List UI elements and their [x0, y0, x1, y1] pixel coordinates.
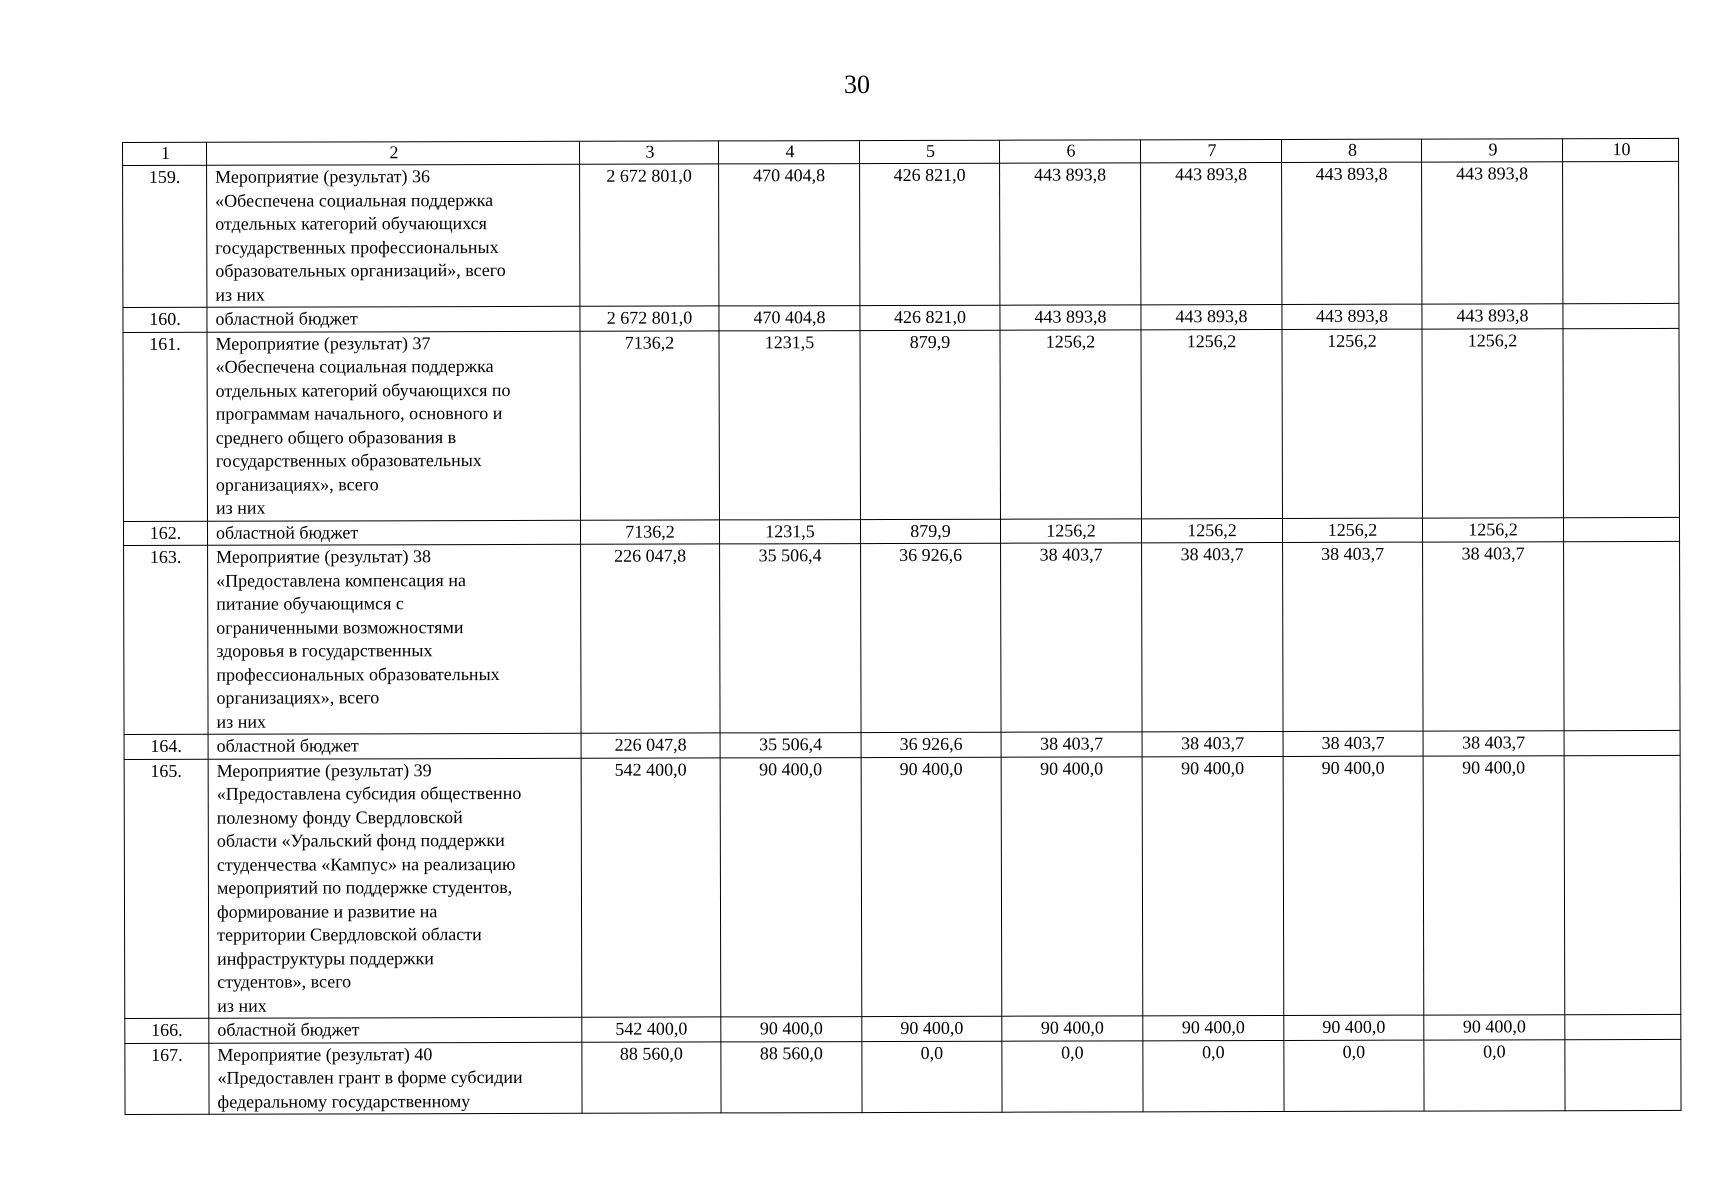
row-value: 1256,2 [1282, 329, 1422, 518]
row-value: 1256,2 [1282, 518, 1422, 543]
row-value [1563, 303, 1679, 328]
row-value: 90 400,0 [1142, 756, 1284, 1016]
row-value: 1231,5 [719, 330, 860, 519]
row-value: 426 821,0 [860, 305, 1000, 330]
row-value: 470 404,8 [719, 164, 860, 306]
page-number: 30 [844, 70, 870, 99]
row-value [1563, 517, 1679, 542]
row-value: 1231,5 [719, 519, 860, 544]
row-value: 1256,2 [1141, 518, 1282, 543]
row-value: 1256,2 [1422, 328, 1563, 517]
row-value [1564, 730, 1680, 755]
table-body [123, 138, 1682, 1114]
row-value: 7136,2 [580, 330, 719, 519]
column-number: 2 [207, 141, 580, 165]
table-row [125, 1039, 1681, 1115]
row-name: областной бюджет [209, 1017, 582, 1042]
row-value: 542 400,0 [582, 1017, 721, 1042]
row-value: 38 403,7 [1001, 543, 1142, 732]
column-number: 1 [123, 142, 207, 165]
row-number: 159. [123, 165, 207, 307]
row-value [1564, 755, 1681, 1015]
row-value: 426 821,0 [860, 163, 1000, 305]
column-number: 4 [718, 141, 859, 164]
row-value: 90 400,0 [1423, 755, 1565, 1015]
row-value: 1256,2 [1141, 329, 1282, 518]
row-value: 0,0 [1002, 1040, 1143, 1112]
row-value: 443 893,8 [1141, 162, 1282, 304]
row-value: 443 893,8 [1282, 304, 1422, 329]
row-value: 38 403,7 [1142, 542, 1283, 731]
row-value: 443 893,8 [1141, 304, 1282, 329]
row-value [1564, 541, 1680, 730]
row-name: Мероприятие (результат) 39 «Предоставлена субсидия общественно полезному фонду Свердловской области «Уральский фонд поддержки студенчества «Кампус» на реализацию мероприятий по поддержке студентов, формирование и развитие на территории Свердловской области инфраструктуры поддержки студентов», всего из них [208, 758, 582, 1018]
table-row [123, 328, 1679, 521]
row-number: 161. [123, 332, 207, 521]
row-name: областной бюджет [207, 306, 580, 331]
row-value: 443 893,8 [1422, 162, 1563, 304]
column-number: 8 [1281, 139, 1421, 162]
row-value: 0,0 [1143, 1040, 1284, 1112]
row-number: 166. [125, 1018, 209, 1043]
row-value: 38 403,7 [1283, 542, 1423, 731]
row-value: 90 400,0 [1002, 1016, 1143, 1041]
row-number: 167. [125, 1043, 209, 1115]
table-row [124, 541, 1680, 734]
row-value: 879,9 [860, 330, 1000, 519]
row-value: 88 560,0 [582, 1041, 721, 1113]
budget-table [122, 138, 1682, 1115]
row-value: 443 893,8 [1000, 305, 1141, 330]
column-number: 5 [859, 140, 999, 163]
row-value: 0,0 [862, 1041, 1002, 1113]
row-value: 1256,2 [1000, 518, 1141, 543]
row-value: 88 560,0 [721, 1041, 862, 1113]
row-value [1565, 1014, 1681, 1039]
row-value: 90 400,0 [720, 757, 862, 1017]
row-name: Мероприятие (результат) 40 «Предоставлен грант в форме субсидии федеральному государственному [209, 1042, 582, 1114]
row-value: 90 400,0 [1284, 1015, 1424, 1040]
row-value: 542 400,0 [581, 757, 721, 1017]
row-name: областной бюджет [207, 520, 580, 545]
row-value [1565, 1039, 1681, 1111]
column-number: 9 [1421, 139, 1562, 162]
table-container [122, 138, 1682, 1115]
column-number: 7 [1140, 139, 1281, 162]
table-row [123, 161, 1679, 307]
row-value: 36 926,6 [861, 732, 1001, 757]
row-value: 7136,2 [580, 519, 719, 544]
row-value: 443 893,8 [1422, 304, 1563, 329]
row-number: 160. [123, 307, 207, 332]
row-value: 90 400,0 [861, 757, 1002, 1017]
table-row [124, 755, 1681, 1019]
column-number: 3 [579, 141, 718, 164]
row-name: Мероприятие (результат) 38 «Предоставлена компенсация на питание обучающимся с ограниченными возможностями здоровья в государственных профессиональных образовательных организациях», всего из них [208, 544, 581, 734]
row-value: 35 506,4 [720, 733, 861, 758]
column-number: 10 [1562, 138, 1678, 161]
row-value: 0,0 [1284, 1040, 1424, 1112]
row-value: 879,9 [860, 519, 1000, 544]
row-value: 226 047,8 [581, 733, 720, 758]
row-value: 90 400,0 [1424, 1015, 1565, 1040]
row-value: 1256,2 [1000, 329, 1141, 518]
row-value [1563, 161, 1679, 303]
row-value: 2 672 801,0 [580, 164, 719, 306]
row-value: 226 047,8 [581, 544, 720, 733]
row-name: Мероприятие (результат) 36 «Обеспечена социальная поддержка отдельных категорий обучающихся государственных профессиональных образовательных организаций», всего из них [207, 164, 580, 307]
row-value: 90 400,0 [1143, 1015, 1284, 1040]
row-value: 38 403,7 [1423, 731, 1564, 756]
row-number: 163. [124, 545, 208, 734]
row-value [1563, 328, 1679, 517]
row-name: областной бюджет [208, 733, 581, 758]
row-value: 38 403,7 [1423, 542, 1564, 731]
row-value: 2 672 801,0 [580, 306, 719, 331]
row-value: 443 893,8 [1282, 162, 1422, 304]
row-value: 38 403,7 [1142, 731, 1283, 756]
row-value: 443 893,8 [1000, 163, 1141, 305]
row-value: 470 404,8 [719, 306, 860, 331]
row-number: 164. [124, 734, 208, 759]
row-value: 35 506,4 [720, 544, 861, 733]
row-value: 90 400,0 [862, 1016, 1002, 1041]
row-value: 90 400,0 [1283, 756, 1424, 1016]
row-value: 36 926,6 [861, 543, 1001, 732]
row-name: Мероприятие (результат) 37 «Обеспечена социальная поддержка отдельных категорий обучающихся по программам начального, основного и среднего общего образования в государственных образовательных организациях», всего из них [207, 331, 580, 521]
row-number: 162. [123, 521, 207, 546]
row-value: 1256,2 [1422, 517, 1563, 542]
row-value: 38 403,7 [1001, 732, 1142, 757]
row-value: 0,0 [1424, 1039, 1565, 1111]
row-value: 90 400,0 [1001, 756, 1143, 1016]
row-number: 165. [124, 759, 209, 1019]
column-number: 6 [999, 140, 1140, 163]
row-value: 38 403,7 [1283, 731, 1423, 756]
row-value: 90 400,0 [721, 1017, 862, 1042]
